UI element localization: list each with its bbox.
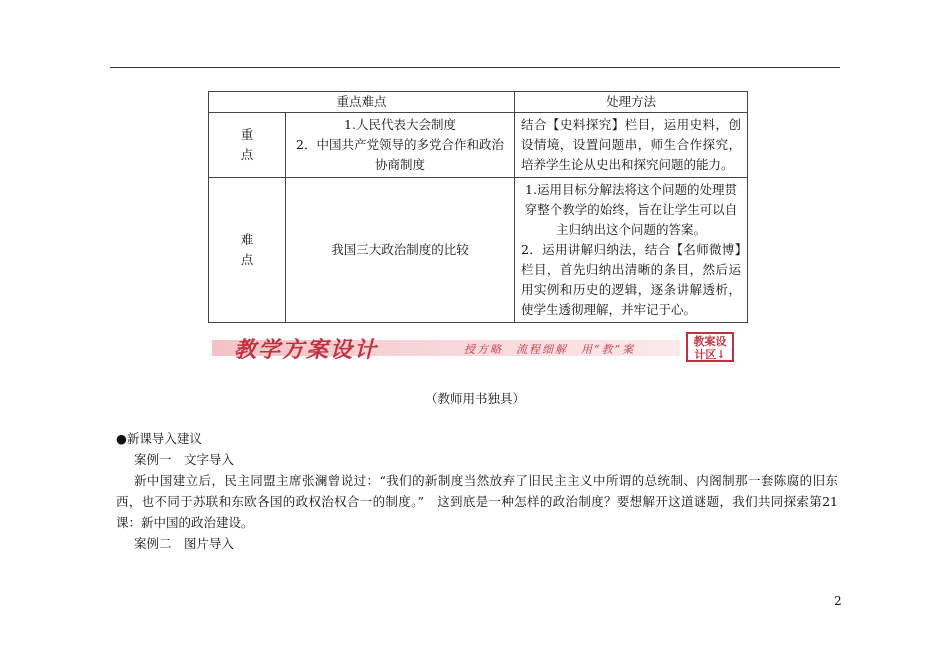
lesson-body (116, 428, 838, 554)
method-item: 结合【史料探究】栏目，运用史料，创设情境，设置问题串，师生合作探究，培养学生论从史出和探究问题的能力。 (521, 117, 741, 172)
row-type-difficulty (209, 178, 286, 323)
row-type-char: 难 (240, 232, 254, 247)
method-item: 1.运用目标分解法将这个问题的处理贯穿整个教学的始终，旨在让学生可以自主归纳出这个问题的答案。 (524, 182, 738, 237)
row-method (515, 113, 748, 178)
table-header-row (209, 92, 748, 113)
teaching-focus-table (208, 91, 748, 323)
method-item: 2．运用讲解归纳法，结合【名师微博】栏目，首先归纳出清晰的条目，然后运用实例和历史的逻辑，逐条讲解透析，使学生透彻理解，并牢记于心。 (521, 242, 741, 317)
row-content (286, 178, 515, 323)
banner-title: 教学方案设计 (234, 337, 379, 363)
header-method: 处理方法 (515, 92, 748, 113)
row-content (286, 113, 515, 178)
table-row (209, 113, 748, 178)
content-item: 2．中国共产党领导的多党合作和政治协商制度 (296, 137, 504, 172)
case-title: 案例二 图片导入 (134, 536, 235, 551)
badge-line: 计区↓ (694, 348, 726, 361)
table-row (209, 178, 748, 323)
row-type-key-point (209, 113, 286, 178)
row-type-char: 重 (240, 127, 254, 142)
section-banner (212, 331, 740, 365)
row-type-char: 点 (240, 147, 254, 162)
badge-line: 教案设 (693, 335, 727, 348)
content-item: 我国三大政治制度的比较 (331, 242, 469, 257)
header-rule (110, 67, 840, 68)
row-type-char: 点 (240, 252, 254, 267)
section-heading: ●新课导入建议 (116, 431, 202, 446)
header-focus-difficulty: 重点难点 (209, 92, 515, 113)
row-method (515, 178, 748, 323)
case-paragraph: 新中国建立后，民主同盟主席张澜曾说过：“我们的新制度当然放弃了旧民主主义中所谓的总统制、内阁制那一套陈腐的旧东西，也不同于苏联和东欧各国的政权治权合一的制度。” 这到底是一种怎样的政治制度？要想解开这道谜题，我们共同探索第21课：新中国的政治建设。 (116, 473, 838, 530)
teacher-only-note: （教师用书独具） (424, 391, 525, 406)
case-title: 案例一 文字导入 (134, 452, 235, 467)
page-number: 2 (834, 594, 842, 608)
design-area-badge (686, 332, 734, 362)
banner-tagline: 授方略 流程细解 用“教”案 (464, 343, 636, 356)
content-item: 1.人民代表大会制度 (344, 117, 456, 132)
